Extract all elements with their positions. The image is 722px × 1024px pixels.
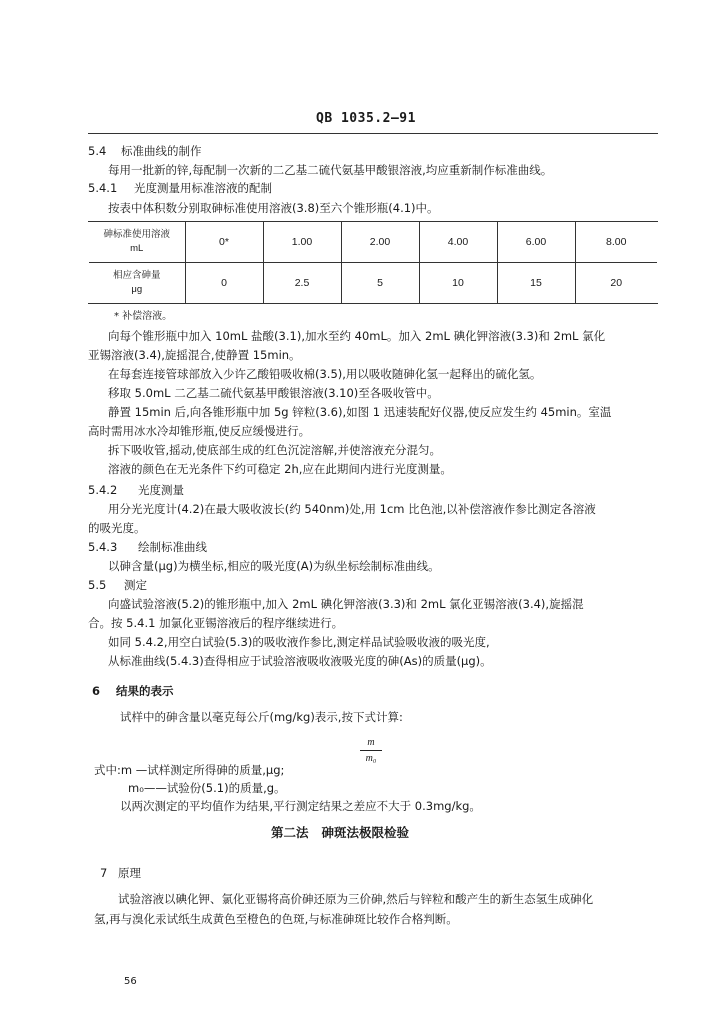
section-6-number: 6 bbox=[92, 684, 101, 698]
table-header-line: 相应含砷量 bbox=[112, 269, 161, 281]
section-7-title: 原理 bbox=[118, 866, 141, 880]
standard-code: QB 1035.2—91 bbox=[316, 111, 416, 126]
paragraph: 按表中体积数分别取砷标准使用溶液(3.8)至六个锥形瓶(4.1)中。 bbox=[108, 201, 439, 215]
paragraph: 合。按 5.4.1 加氯化亚锡溶液后的程序继续进行。 bbox=[88, 616, 344, 630]
section-5-4-2-number: 5.4.2 bbox=[88, 483, 118, 497]
section-5-5-title: 测定 bbox=[124, 578, 147, 592]
formula bbox=[360, 737, 382, 764]
table-cell: 20 bbox=[610, 277, 623, 289]
paragraph: 用分光光度计(4.2)在最大吸收波长(约 540nm)处,用 1cm 比色池,以补偿溶液作参比测定各溶液 bbox=[108, 502, 596, 516]
paragraph: 拆下吸收管,摇动,使底部生成的红色沉淀溶解,并使溶液充分混匀。 bbox=[108, 443, 441, 457]
section-6-title: 结果的表示 bbox=[116, 684, 174, 698]
table-header-unit: μg bbox=[131, 284, 143, 295]
table-cell: 0 bbox=[185, 263, 263, 304]
paragraph: 以两次测定的平均值作为结果,平行测定结果之差应不大于 0.3mg/kg。 bbox=[120, 799, 481, 813]
table-bottom-rule bbox=[88, 303, 658, 304]
section-5-4-3-number: 5.4.3 bbox=[88, 540, 118, 554]
formula-denominator: m₀ bbox=[365, 753, 377, 764]
section-5-4-number: 5.4 bbox=[88, 144, 107, 158]
section-7-number: 7 bbox=[100, 866, 108, 880]
table-row-header bbox=[89, 222, 185, 263]
paragraph: 向盛试验溶液(5.2)的锥形瓶中,加入 2mL 碘化钾溶液(3.3)和 2mL 氯化亚锡溶液(3.4),旋摇混 bbox=[108, 597, 584, 611]
paragraph: 移取 5.0mL 二乙基二硫代氨基甲酸银溶液(3.10)至各吸收管中。 bbox=[108, 386, 439, 400]
paragraph: 试验溶液以碘化钾、氯化亚锡将高价砷还原为三价砷,然后与锌粒和酸产生的新生态氢生成砷化 bbox=[118, 892, 594, 906]
table-row bbox=[89, 263, 657, 304]
table-cell: 2.00 bbox=[341, 222, 419, 263]
section-5-4-1-title: 光度测量用标准溶液的配制 bbox=[134, 181, 272, 195]
table-cell: 15 bbox=[497, 263, 575, 304]
paragraph: 每用一批新的锌,每配制一次新的二乙基二硫代氨基甲酸银溶液,均应重新制作标准曲线。 bbox=[108, 163, 553, 177]
paragraph: 试样中的砷含量以毫克每公斤(mg/kg)表示,按下式计算: bbox=[120, 710, 403, 724]
section-5-4-2-title: 光度测量 bbox=[138, 483, 184, 497]
table-cell: 1.00 bbox=[263, 222, 341, 263]
standard-solution-table bbox=[89, 222, 657, 303]
table-note: * 补偿溶液。 bbox=[114, 311, 173, 322]
paragraph: 亚锡溶液(3.4),旋摇混合,使静置 15min。 bbox=[88, 348, 301, 362]
section-5-4-3-title: 绘制标准曲线 bbox=[138, 540, 207, 554]
paragraph: 溶液的颜色在无光条件下约可稳定 2h,应在此期间内进行光度测量。 bbox=[108, 462, 452, 476]
method-heading: 第二法 砷斑法极限检验 bbox=[271, 825, 410, 840]
paragraph: 向每个锥形瓶中加入 10mL 盐酸(3.1),加水至约 40mL。加入 2mL 碘化钾溶液(3.3)和 2mL 氯化 bbox=[108, 329, 606, 343]
formula-where-line: m₀——试验份(5.1)的质量,g。 bbox=[128, 781, 286, 795]
paragraph: 从标准曲线(5.4.3)查得相应于试验溶液吸收液吸光度的砷(As)的质量(μg)。 bbox=[108, 654, 492, 668]
table-cell: 5 bbox=[341, 263, 419, 304]
table-cell: 4.00 bbox=[419, 222, 497, 263]
paragraph: 的吸光度。 bbox=[88, 521, 146, 535]
table-cell: 2.5 bbox=[263, 263, 341, 304]
section-5-4-1-number: 5.4.1 bbox=[88, 181, 118, 195]
section-5-4-title: 标准曲线的制作 bbox=[121, 144, 202, 158]
table-header-line: 砷标准使用溶液 bbox=[103, 228, 170, 240]
table-header-unit: mL bbox=[130, 243, 144, 254]
paragraph: 静置 15min 后,向各锥形瓶中加 5g 锌粒(3.6),如图 1 迅速装配好仪器,使反应发生约 45min。室温 bbox=[108, 405, 612, 419]
fraction-bar bbox=[360, 750, 382, 751]
table-cell: 6.00 bbox=[497, 222, 575, 263]
table-row-header bbox=[89, 263, 185, 304]
page-number: 56 bbox=[124, 976, 137, 987]
formula-where-line: 式中:m —试样测定所得砷的质量,μg; bbox=[94, 763, 285, 777]
table-cell: 8.00 bbox=[575, 222, 657, 263]
table-row bbox=[89, 222, 657, 263]
paragraph: 以砷含量(μg)为横坐标,相应的吸光度(A)为纵坐标绘制标准曲线。 bbox=[108, 559, 440, 573]
table-cell: 0* bbox=[185, 222, 263, 263]
paragraph: 氢,再与溴化汞试纸生成黄色至橙色的色斑,与标准砷斑比较作合格判断。 bbox=[94, 912, 458, 926]
formula-numerator: m bbox=[367, 737, 375, 748]
header-rule bbox=[88, 133, 658, 134]
table-cell: 10 bbox=[419, 263, 497, 304]
paragraph: 如同 5.4.2,用空白试验(5.3)的吸收液作参比,测定样品试验吸收液的吸光度, bbox=[108, 635, 490, 649]
paragraph: 在每套连接管球部放入少许乙酸铅吸收棉(3.5),用以吸收随砷化氢一起释出的硫化氢。 bbox=[108, 367, 542, 381]
section-5-5-number: 5.5 bbox=[88, 578, 107, 592]
paragraph: 高时需用冰水冷却锥形瓶,使反应缓慢进行。 bbox=[88, 424, 311, 438]
